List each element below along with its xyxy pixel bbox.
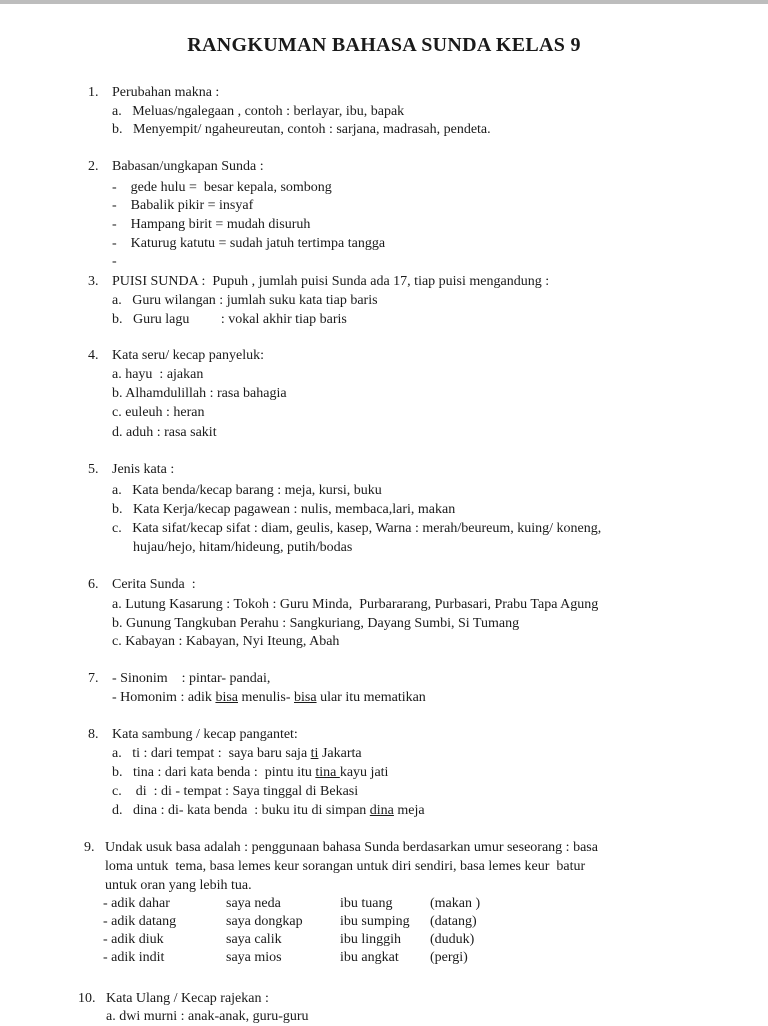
section-3-item-b: b. Guru lagu : vokal akhir tiap baris <box>112 312 347 327</box>
page-title: RANGKUMAN BAHASA SUNDA KELAS 9 <box>187 34 581 56</box>
table-cell: - adik indit <box>103 950 165 965</box>
table-cell: (duduk) <box>430 932 475 947</box>
section-1-heading: Perubahan makna : <box>112 85 220 100</box>
section-9-number: 9. <box>84 840 95 855</box>
underlined-word: dina <box>369 803 394 818</box>
section-8-item-c: c. di : di - tempat : Saya tinggal di Bekasi <box>112 784 359 799</box>
section-8-heading: Kata sambung / kecap pangantet: <box>112 727 298 742</box>
section-2-item: - Katurug katutu = sudah jatuh tertimpa tangga <box>112 236 386 251</box>
speech-level-table <box>103 895 480 967</box>
section-5-item-a: a. Kata benda/kecap barang : meja, kursi, buku <box>112 483 382 498</box>
section-2-heading: Babasan/ungkapan Sunda : <box>112 159 264 174</box>
section-5-item-b: b. Kata Kerja/kecap pagawean : nulis, membaca,lari, makan <box>112 502 456 517</box>
section-3-number: 3. <box>88 274 99 289</box>
section-5-item-c: c. Kata sifat/kecap sifat : diam, geulis, kasep, Warna : merah/beureum, kuing/ koneng, <box>112 521 602 536</box>
section-6-number: 6. <box>88 577 99 592</box>
section-7-line-2 <box>112 689 426 707</box>
table-cell: - adik diuk <box>103 932 164 947</box>
section-10-number: 10. <box>78 991 96 1006</box>
table-cell: saya dongkap <box>226 914 303 929</box>
table-cell: ibu linggih <box>340 932 402 947</box>
section-5-heading: Jenis kata : <box>112 462 175 477</box>
section-8-item-d <box>112 802 425 820</box>
underlined-word: bisa <box>215 690 238 705</box>
section-9-heading-continued: loma untuk tema, basa lemes keur sorangan untuk diri sendiri, basa lemes keur batur <box>105 859 586 874</box>
text-segment: kayu jati <box>339 765 389 780</box>
table-cell: (datang) <box>430 914 477 929</box>
section-1-item-a: a. Meluas/ngalegaan , contoh : berlayar, ibu, bapak <box>112 104 405 119</box>
section-8-item-b <box>112 764 388 782</box>
section-4-item: c. euleuh : heran <box>112 405 205 420</box>
underlined-word: bisa <box>294 690 317 705</box>
section-6-heading: Cerita Sunda : <box>112 577 196 592</box>
section-3-heading: PUISI SUNDA : Pupuh , jumlah puisi Sunda ada 17, tiap puisi mengandung : <box>112 274 550 289</box>
section-2-item: - Hampang birit = mudah disuruh <box>112 217 311 232</box>
section-9-heading: Undak usuk basa adalah : penggunaan bahasa Sunda berdasarkan umur seseorang : basa <box>105 840 598 855</box>
section-8-number: 8. <box>88 727 99 742</box>
section-9-heading-continued: untuk oran yang lebih tua. <box>105 878 252 893</box>
table-cell: ibu angkat <box>340 950 399 965</box>
section-2-item: - <box>112 254 117 269</box>
table-row <box>103 949 480 967</box>
table-cell: (makan ) <box>430 896 481 911</box>
table-row <box>103 931 480 949</box>
section-7-number: 7. <box>88 671 99 686</box>
section-4-item: d. aduh : rasa sakit <box>112 425 217 440</box>
text-segment: a. ti : dari tempat : saya baru saja <box>112 746 311 761</box>
section-2-item: - gede hulu = besar kepala, sombong <box>112 180 332 195</box>
section-10-heading: Kata Ulang / Kecap rajekan : <box>106 991 269 1006</box>
table-cell: - adik datang <box>103 914 177 929</box>
underlined-word: ti <box>310 746 319 761</box>
section-4-item: a. hayu : ajakan <box>112 367 204 382</box>
section-4-heading: Kata seru/ kecap panyeluk: <box>112 348 264 363</box>
text-segment: menulis- <box>238 690 294 705</box>
table-row <box>103 895 480 913</box>
text-segment: ular itu mematikan <box>316 690 426 705</box>
section-6-item: b. Gunung Tangkuban Perahu : Sangkuriang, Dayang Sumbi, Si Tumang <box>112 616 520 631</box>
section-1-item-b: b. Menyempit/ ngaheureutan, contoh : sarjana, madrasah, pendeta. <box>112 122 491 137</box>
section-4-item: b. Alhamdulillah : rasa bahagia <box>112 386 287 401</box>
section-2-number: 2. <box>88 159 99 174</box>
table-cell: - adik dahar <box>103 896 170 911</box>
table-cell: (pergi) <box>430 950 468 965</box>
section-5-item-c-continued: hujau/hejo, hitam/hideung, putih/bodas <box>133 540 353 555</box>
section-5-number: 5. <box>88 462 99 477</box>
section-3-item-a: a. Guru wilangan : jumlah suku kata tiap baris <box>112 293 378 308</box>
table-cell: ibu sumping <box>340 914 410 929</box>
section-6-item: c. Kabayan : Kabayan, Nyi Iteung, Abah <box>112 634 340 649</box>
text-segment: b. tina : dari kata benda : pintu itu <box>112 765 316 780</box>
table-cell: saya mios <box>226 950 282 965</box>
table-cell: saya neda <box>226 896 281 911</box>
section-7-line-1: - Sinonim : pintar- pandai, <box>112 671 271 686</box>
text-segment: Jakarta <box>318 746 362 761</box>
section-8-item-a <box>112 745 362 763</box>
underlined-word: tina <box>315 765 340 780</box>
table-cell: ibu tuang <box>340 896 393 911</box>
section-2-item: - Babalik pikir = insyaf <box>112 198 254 213</box>
section-10-item-a: a. dwi murni : anak-anak, guru-guru <box>106 1009 309 1024</box>
section-1-number: 1. <box>88 85 99 100</box>
section-6-item: a. Lutung Kasarung : Tokoh : Guru Minda, Purbararang, Purbasari, Prabu Tapa Agung <box>112 597 599 612</box>
section-4-number: 4. <box>88 348 99 363</box>
table-row <box>103 913 480 931</box>
text-segment: d. dina : di- kata benda : buku itu di simpan <box>112 803 370 818</box>
text-segment: meja <box>393 803 425 818</box>
text-segment: - Homonim : adik <box>112 690 216 705</box>
table-cell: saya calik <box>226 932 282 947</box>
